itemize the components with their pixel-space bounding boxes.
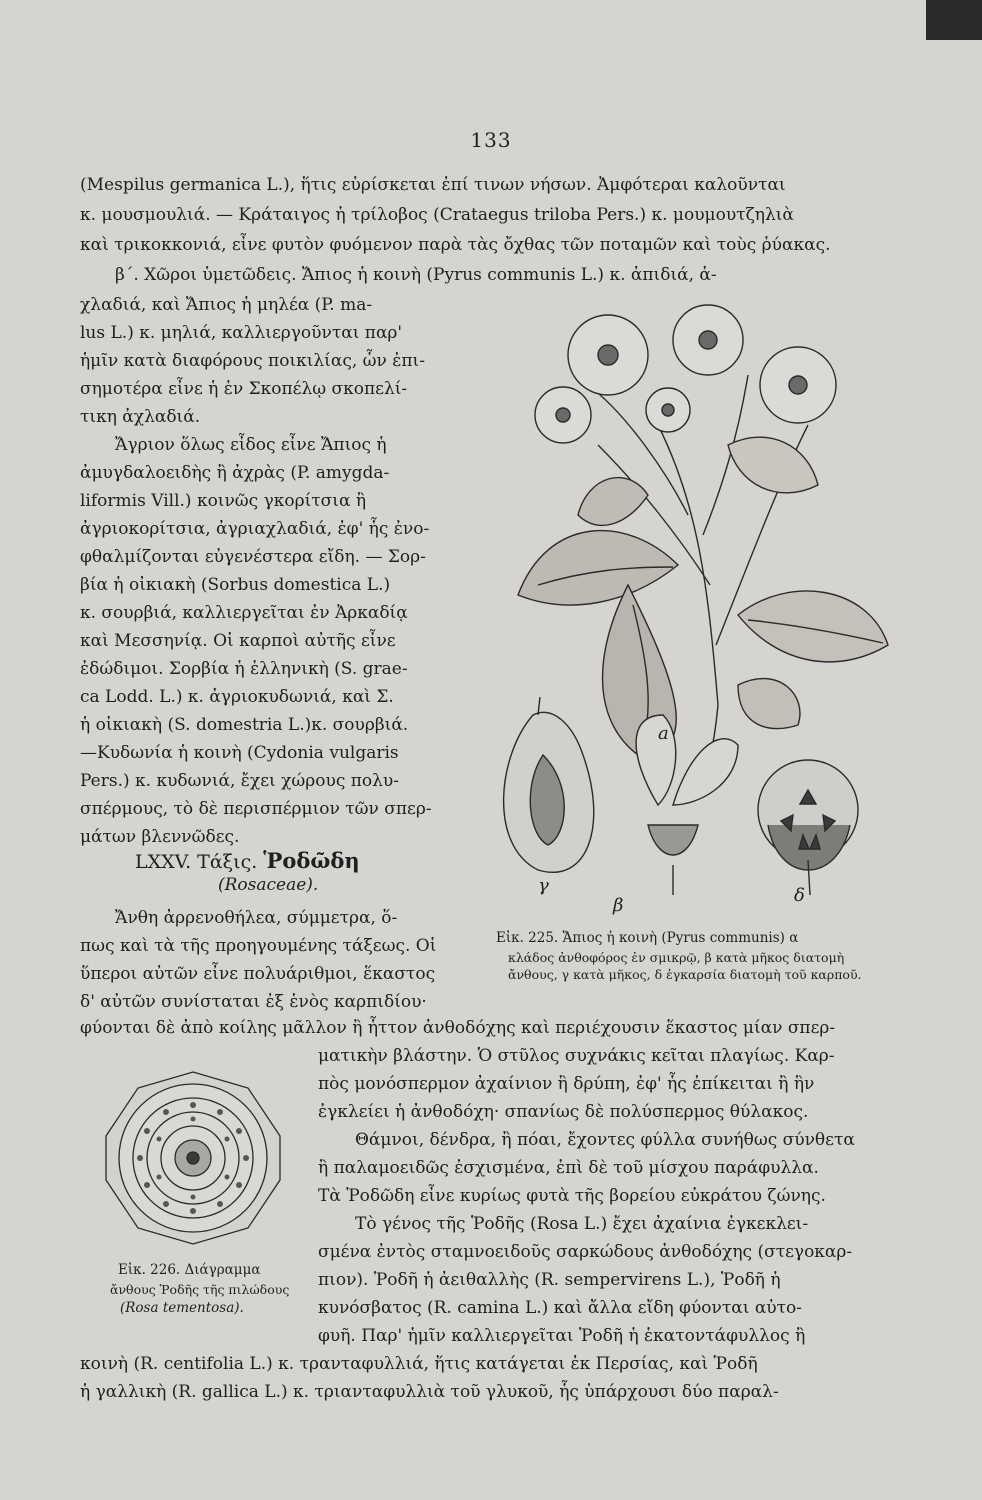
- text-line: Θάμνοι, δένδρα, ἢ πόαι, ἔχοντες φύλλα συνήθως σύνθετα: [355, 1130, 855, 1150]
- figure-225: [478, 285, 908, 925]
- rose-flower-diagram: [98, 1068, 288, 1248]
- text-line: ὕπεροι αὐτῶν εἶνε πολυάριθμοι, ἕκαστος: [80, 964, 436, 984]
- section-name: Ῥοδῶδη: [263, 848, 360, 873]
- caption-line: ἄνθους, γ κατὰ μῆκος, δ ἐγκαρσία διατομὴ τοῦ καρποῦ.: [508, 967, 862, 982]
- section-heading: [135, 848, 360, 873]
- pear-branch-illustration: [478, 285, 908, 925]
- figure-label-gamma: γ: [538, 875, 549, 896]
- section-latin: (Rosaceae).: [218, 875, 319, 895]
- text-line: β΄. Χῶροι ὑμετῶδεις. Ἄπιος ἡ κοινὴ (Pyrus communis L.) κ. ἀπιδιά, ἀ-: [115, 265, 717, 285]
- text-line: Τὸ γένος τῆς Ῥοδῆς (Rosa L.) ἔχει ἀχαίνια ἐγκεκλει-: [355, 1214, 809, 1234]
- text-line: κοινὴ (R. centifolia L.) κ. τρανταφυλλιά, ἥτις κατάγεται ἐκ Περσίας, καὶ Ῥοδῆ: [80, 1354, 758, 1374]
- text-line: ἀμυγδαλοειδὴς ἢ ἀχρὰς (P. amygda-: [80, 463, 390, 483]
- text-line: σημοτέρα εἶνε ἡ ἐν Σκοπέλῳ σκοπελί-: [80, 379, 408, 399]
- text-line: πως καὶ τὰ τῆς προηγουμένης τάξεως. Οἱ: [80, 936, 437, 956]
- text-line: καὶ τρικοκκονιά, εἶνε φυτὸν φυόμενον παρὰ τὰς ὄχθας τῶν ποταμῶν καὶ τοὺς ῥύακας.: [80, 235, 831, 255]
- text-line: μάτων βλεννῶδες.: [80, 827, 240, 847]
- text-line: ἀγριοκορίτσια, ἀγριαχλαδιά, ἐφ' ἧς ἐνο-: [80, 519, 430, 539]
- text-line: Ἄνθη ἀρρενοθήλεα, σύμμετρα, ὅ-: [115, 908, 398, 928]
- caption-line: ἄνθους Ῥοδῆς τῆς πιλώδους: [110, 1282, 290, 1297]
- text-line: liformis Vill.) κοινῶς γκορίτσια ἢ: [80, 491, 367, 511]
- text-line: φυῆ. Παρ' ἡμῖν καλλιεργεῖται Ῥοδῆ ἡ ἑκατοντάφυλλος ἢ: [318, 1326, 806, 1346]
- text-line: ἐγκλείει ἡ ἀνθοδόχη· σπανίως δὲ πολύσπερμος θύλακος.: [318, 1102, 809, 1122]
- text-line: τικη ἀχλαδιά.: [80, 407, 201, 427]
- text-line: ἡ οἰκιακὴ (S. domestria L.)κ. σουρβιά.: [80, 715, 409, 735]
- text-line: κ. μουσμουλιά. — Κράταιγος ἡ τρίλοβος (Crataegus triloba Pers.) κ. μουμουτζηλιὰ: [80, 205, 794, 225]
- figure-label-delta: δ: [794, 885, 805, 906]
- text-line: σπέρμους, τὸ δὲ περισπέρμιον τῶν σπερ-: [80, 799, 432, 819]
- text-line: ἐδώδιμοι. Σορβία ἡ ἑλληνικὴ (S. grae-: [80, 659, 408, 679]
- text-line: lus L.) κ. μηλιά, καλλιεργοῦνται παρ': [80, 323, 403, 343]
- text-line: κ. σουρβιά, καλλιεργεῖται ἐν Ἀρκαδίᾳ: [80, 603, 408, 623]
- caption-line: Εἰκ. 225. Ἄπιος ἡ κοινὴ (Pyrus communis) α: [496, 930, 799, 946]
- page-edge: [926, 0, 982, 40]
- section-number: LXXV. Τάξις.: [135, 851, 258, 873]
- text-line: ἡμῖν κατὰ διαφόρους ποικιλίας, ὧν ἐπι-: [80, 351, 425, 371]
- text-line: βία ἡ οἰκιακὴ (Sorbus domestica L.): [80, 575, 391, 595]
- caption-line: κλάδος ἀνθοφόρος ἐν σμικρῷ, β κατὰ μῆκος διατομὴ: [508, 950, 845, 965]
- text-line: σμένα ἐντὸς σταμνοειδοῦς σαρκώδους ἀνθοδόχης (στεγοκαρ-: [318, 1242, 853, 1262]
- text-line: Τὰ Ῥοδῶδη εἶνε κυρίως φυτὰ τῆς βορείου εὐκράτου ζώνης.: [318, 1186, 826, 1206]
- text-line: —Κυδωνία ἡ κοινὴ (Cydonia vulgaris: [80, 743, 399, 763]
- text-line: δ' αὐτῶν συνίσταται ἐξ ἑνὸς καρπιδίου·: [80, 992, 427, 1012]
- text-line: κυνόσβατος (R. camina L.) καὶ ἄλλα εἴδη φύονται αὐτο-: [318, 1298, 803, 1318]
- text-line: ἢ παλαμοειδῶς ἐσχισμένα, ἐπὶ δὲ τοῦ μίσχου παράφυλλα.: [318, 1158, 819, 1178]
- text-line: χλαδιά, καὶ Ἄπιος ἡ μηλέα (P. ma-: [80, 295, 373, 315]
- page-number: 133: [470, 128, 512, 152]
- caption-line: (Rosa tementosa).: [120, 1300, 244, 1316]
- figure-label-a: a: [658, 723, 669, 744]
- caption-line: Εἰκ. 226. Διάγραμμα: [118, 1262, 261, 1278]
- text-line: (Mespilus germanica L.), ἥτις εὑρίσκεται ἐπί τινων νήσων. Ἀμφότεραι καλοῦνται: [80, 175, 786, 195]
- text-line: φθαλμίζονται εὐγενέστερα εἴδη. — Σορ-: [80, 547, 426, 567]
- full-text-line: φύονται δὲ ἀπὸ κοίλης μᾶλλον ἢ ἧττον ἀνθοδόχης καὶ περιέχουσιν ἕκαστος μίαν σπερ-: [80, 1018, 836, 1038]
- text-line: ἡ γαλλικὴ (R. gallica L.) κ. τριανταφυλλιὰ τοῦ γλυκοῦ, ἧς ὑπάρχουσι δύο παραλ-: [80, 1382, 779, 1402]
- text-line: Ἄγριον ὅλως εἶδος εἶνε Ἄπιος ἡ: [115, 435, 387, 455]
- text-line: ca Lodd. L.) κ. ἀγριοκυδωνιά, καὶ Σ.: [80, 687, 394, 707]
- figure-226: [98, 1068, 288, 1248]
- text-line: πιον). Ῥοδῆ ἡ ἀειθαλλὴς (R. sempervirens L.), Ῥοδῆ ἡ: [318, 1270, 781, 1290]
- text-line: καὶ Μεσσηνίᾳ. Οἱ καρποὶ αὐτῆς εἶνε: [80, 631, 396, 651]
- figure-label-beta: β: [613, 895, 624, 916]
- text-line: ματικὴν βλάστην. Ὁ στῦλος συχνάκις κεῖται πλαγίως. Καρ-: [318, 1046, 835, 1066]
- text-line: Pers.) κ. κυδωνιά, ἔχει χώρους πολυ-: [80, 771, 400, 791]
- text-line: πὸς μονόσπερμον ἀχαίνιον ἢ δρύπη, ἐφ' ἧς ἐπίκειται ἢ ἣν: [318, 1074, 815, 1094]
